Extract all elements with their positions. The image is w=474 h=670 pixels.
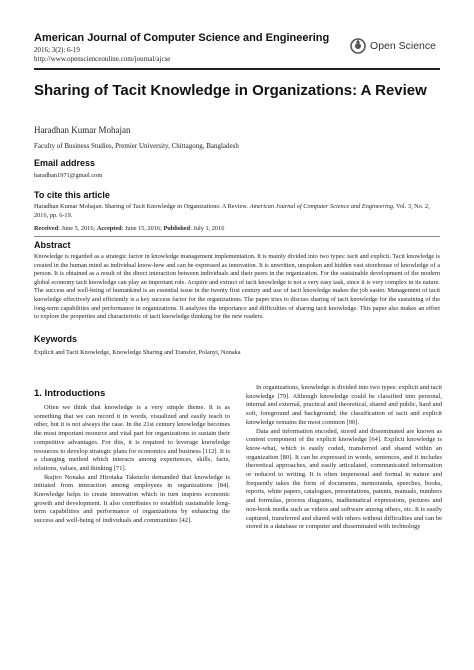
header-rule bbox=[34, 68, 440, 70]
abstract-text: Knowledge is regarded as a strategic factor in knowledge management implementation. It is mainly divided into two types: tacit and explicit. Tacit knowledge is created in the human mind as individual know-how and can be expressed as innovation. It is unwritten, unspoken and hidden vast storehouse of knowledge of a person. It is obtained as a result of the direct interaction between individuals and their peers in the organization. For the sustainable development of the modern global economy tacit knowledge can play an important role. Acquire and extract of tacit knowledge is not a very easy task, since it is very complex in its nature. The success and well-being of humankind is an essential issue in the twenty first century and use of tacit knowledge makes the job easier. Management of tacit knowledge effectively and efficiently is a key success factor for the organizations. The paper tries to discuss sharing of tacit knowledge for the sustaining of the long-term capabilities and performance in organizations. It analyzes the importance and difficulties of sharing tacit knowledge. This paper also makes an effort to explore the properties and characteristic of tacit knowledge thinking for the new readers. bbox=[34, 253, 440, 321]
publisher-name: Open Science bbox=[370, 40, 436, 52]
email-heading: Email address bbox=[34, 158, 96, 168]
author-affiliation: Faculty of Business Studies, Premier University, Chittagong, Bangladesh bbox=[34, 142, 239, 150]
article-dates bbox=[34, 225, 440, 234]
accepted-date: : June 15, 2016; bbox=[121, 225, 162, 232]
keywords-text: Explicit and Tacit Knowledge, Knowledge Sharing and Transfer, Polanyi, Nonaka bbox=[34, 349, 241, 356]
intro-paragraph-2: Ikujiro Nonaka and Hirotaka Takeuchi demanded that knowledge is initiated from interaction among employees in organizations [84]. Knowledge helps to create innovation which in turn inspires economic growth and development. It also contributes to establish sustainable long-term capabilities and performance of organizations by enhancing the success and well-being of individuals and communities [42]. bbox=[34, 473, 230, 525]
published-date: : July 1, 2016 bbox=[190, 225, 225, 232]
received-date: : June 5, 2016; bbox=[58, 225, 96, 232]
accepted-label: Accepted bbox=[96, 225, 122, 232]
keywords-heading: Keywords bbox=[34, 334, 78, 344]
publisher-logo bbox=[350, 38, 436, 54]
open-science-logo-icon bbox=[350, 38, 366, 54]
received-label: Received bbox=[34, 225, 59, 232]
journal-name: American Journal of Computer Science and Engineering bbox=[34, 32, 330, 44]
citation-details: Vol. 3, No. 2, 2016, pp. 6-19. bbox=[34, 203, 430, 219]
author-name: Haradhan Kumar Mohajan bbox=[34, 125, 131, 135]
intro-paragraph-1: Often we think that knowledge is a very simple theme. It is as something that we can record it in words, visualized and easily teach to other, but it is not always the case. In the 21st century knowledge becomes the most important resource and vital part for organizations to sustain their competitive advantages. For this, it is required to leverage knowledge resources to develop strategic plans for economics and business [112]. It is a changing method which interacts among experiences, skills, facts, relations, values, and thinking [71]. bbox=[34, 404, 230, 472]
journal-url[interactable]: http://www.openscienceonline.com/journal/ajcse bbox=[34, 55, 171, 63]
divider bbox=[34, 236, 440, 237]
left-column bbox=[34, 404, 230, 526]
citation-main: Haradhan Kumar Mohajan. Sharing of Tacit Knowledge in Organizations: A Review. bbox=[34, 203, 249, 210]
intro-paragraph-4: Data and information encoded, stored and disseminated are known as content component of the explicit knowledge [64]. Explicit knowledge is know-what, which is easily coded, transferred and shared within an organization [80]. It can be expressed in words, sentences, and it includes theoretical approaches, and easily articulated, communicated information or reduced to writing. It is often impersonal and formal in nature and frequently takes the form of documents, memoranda, speeches, books, reports, white papers, catalogues, presentations, patents, manuals, numbers and formulas, process diagrams, mathematical expressions, pictures and non-book media such as videos and software among others, etc. It is easily captured, transferred and shared with others without difficulties and can be stored in a database or computer and disseminated with technology bbox=[246, 427, 442, 531]
intro-paragraph-3: In organizations, knowledge is divided into two types: explicit and tacit knowledge [79]. Although knowledge could be classified into personal, internal and external, practical and theoretical, shared and public, hard and soft, foreground and background; the classification of tacit and explicit knowledge remains the most common [90]. bbox=[246, 384, 442, 426]
abstract-heading: Abstract bbox=[34, 240, 71, 250]
article-title: Sharing of Tacit Knowledge in Organizations: A Review bbox=[34, 82, 427, 99]
citation-journal: American Journal of Computer Science and Engineering. bbox=[249, 203, 395, 210]
right-column bbox=[246, 384, 442, 532]
cite-heading: To cite this article bbox=[34, 190, 110, 200]
journal-volume: 2016; 3(2): 6-19 bbox=[34, 46, 80, 54]
email-address[interactable]: haradhan1971@gmail.com bbox=[34, 172, 103, 179]
published-label: Published bbox=[163, 225, 191, 232]
citation-text bbox=[34, 203, 440, 220]
section-title: 1. Introductions bbox=[34, 388, 106, 399]
journal-header bbox=[34, 32, 440, 66]
